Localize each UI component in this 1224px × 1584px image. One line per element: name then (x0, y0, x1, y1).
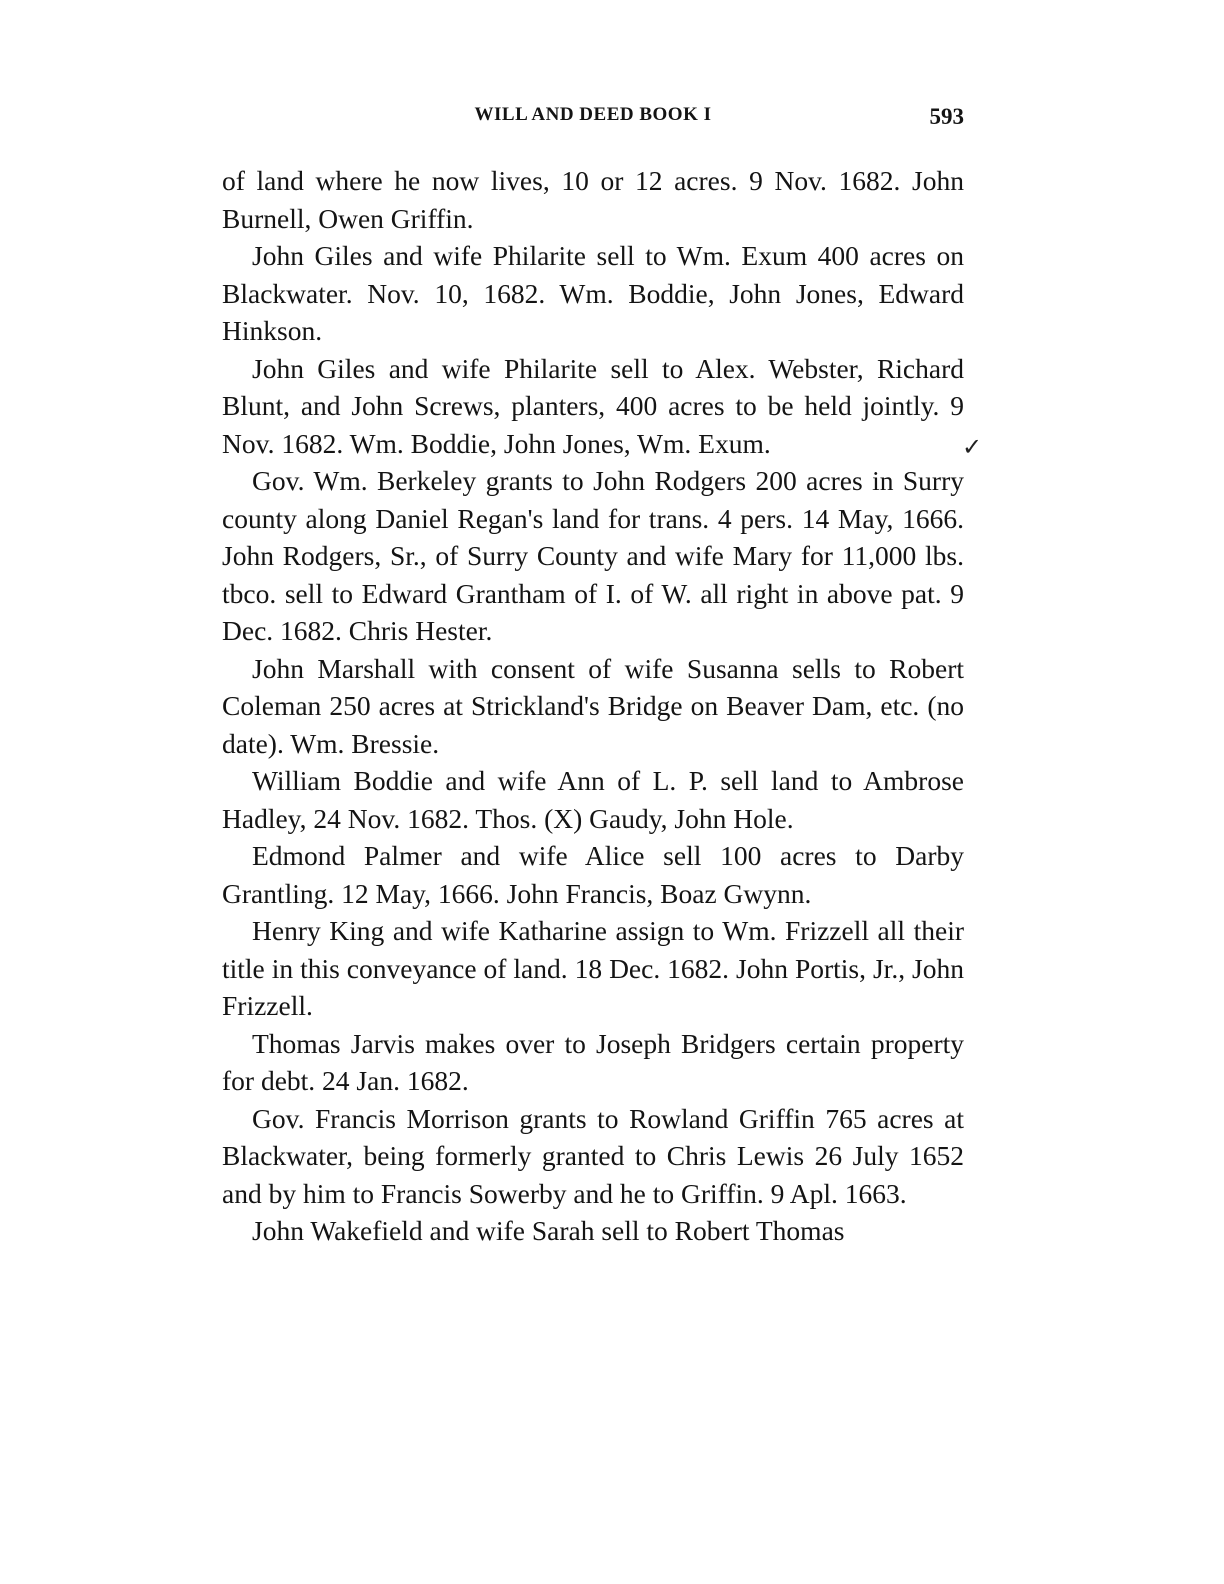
deed-entry: William Boddie and wife Ann of L. P. sell land to Ambrose Hadley, 24 Nov. 1682. Thos. (X) Gaudy, John Hole. (222, 765, 964, 834)
deed-entry: Gov. Wm. Berkeley grants to John Rodgers 200 acres in Surry county along Daniel Regan's land for trans. 4 pers. 14 May, 1666. John Rodgers, Sr., of Surry County and wife Mary for 11,000 lbs. tbco. sell to Edward Grantham of I. of W. all right in above pat. 9 Dec. 1682. Chris Hester. (222, 465, 964, 646)
page-body (222, 162, 964, 1250)
check-mark-icon: ✓ (962, 433, 983, 461)
running-title: WILL AND DEED BOOK I (474, 104, 712, 125)
deed-entry: Henry King and wife Katharine assign to Wm. Frizzell all their title in this conveyance of land. 18 Dec. 1682. John Portis, Jr., John Frizzell. (222, 915, 964, 1021)
deed-entry: John Wakefield and wife Sarah sell to Robert Thomas (252, 1215, 845, 1246)
deed-entry: John Marshall with consent of wife Susanna sells to Robert Coleman 250 acres at Strickland's Bridge on Beaver Dam, etc. (no date). Wm. Bressie. (222, 652, 964, 759)
deed-entry: Thomas Jarvis makes over to Joseph Bridgers certain property for debt. 24 Jan. 1682. (222, 1027, 964, 1096)
deed-entry: Gov. Francis Morrison grants to Rowland Griffin 765 acres at Blackwater, being formerly granted to Chris Lewis 26 July 1652 and by him to Francis Sowerby and he to Griffin. 9 Apl. 1663. (222, 1102, 964, 1209)
deed-entry-continued: of land where he now lives, 10 or 12 acres. 9 Nov. 1682. John Burnell, Owen Griffin. (222, 165, 964, 234)
deed-entry: Edmond Palmer and wife Alice sell 100 acres to Darby Grantling. 12 May, 1666. John Francis, Boaz Gwynn. (222, 840, 964, 909)
deed-entry: John Giles and wife Philarite sell to Wm. Exum 400 acres on Blackwater. Nov. 10, 1682. Wm. Boddie, John Jones, Edward Hinkson. (222, 240, 964, 346)
page-number: 593 (929, 104, 964, 129)
running-head (222, 104, 964, 134)
deed-entry: John Giles and wife Philarite sell to Alex. Webster, Richard Blunt, and John Screws, planters, 400 acres to be held jointly. 9 Nov. 1682. Wm. Boddie, John Jones, Wm. Exum. (222, 352, 964, 459)
